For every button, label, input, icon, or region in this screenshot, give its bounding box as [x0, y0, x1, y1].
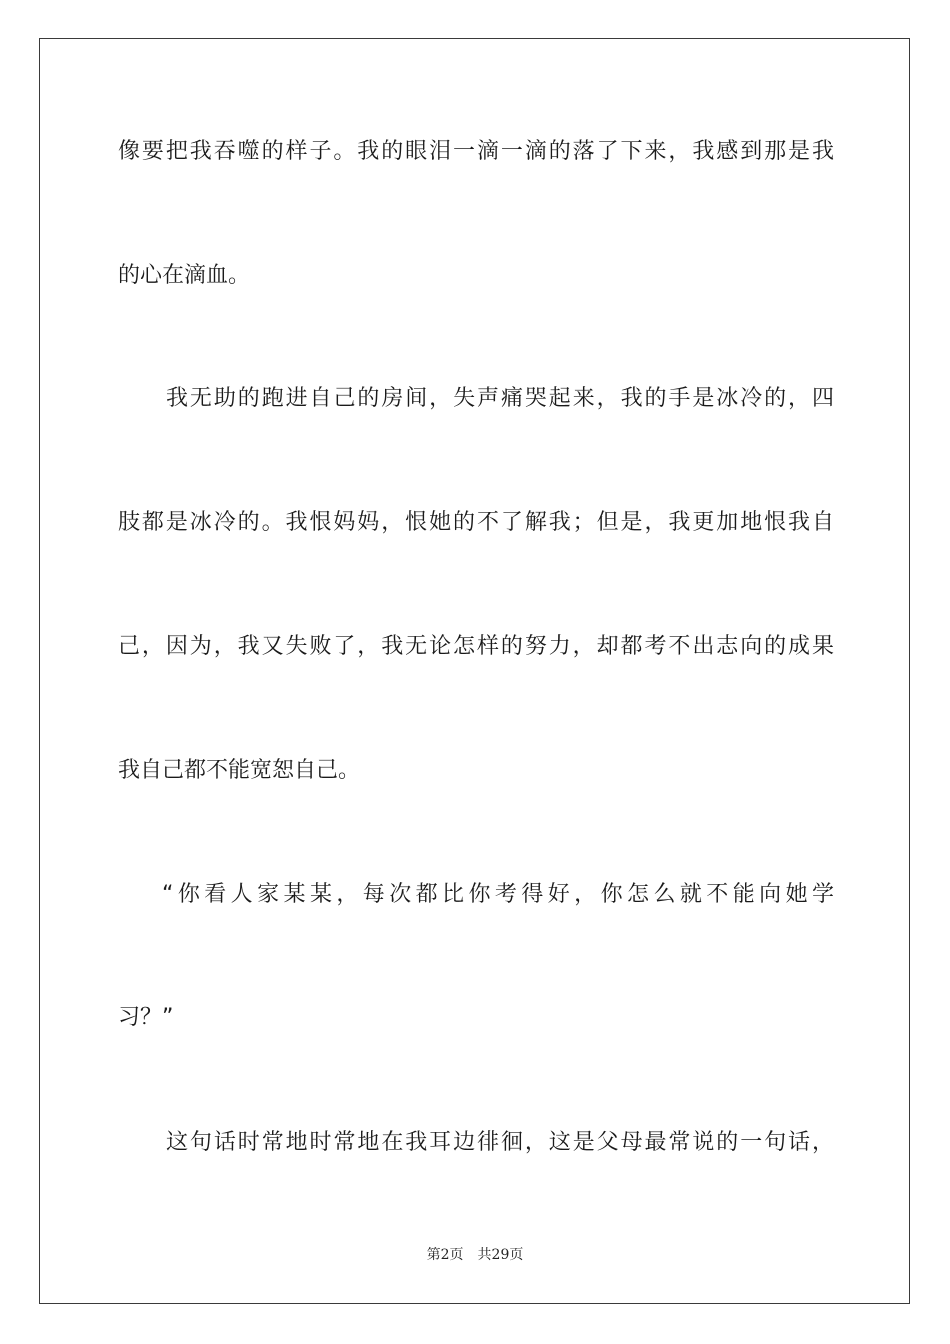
- paragraph-line: “你看人家某某，每次都比你考得好，你怎么就不能向她学: [162, 882, 834, 907]
- paragraph-line: 这句话时常地时常地在我耳边徘徊，这是父母最常说的一句话，: [166, 1130, 834, 1155]
- page-border: [39, 38, 910, 1304]
- paragraph-line: 习？”: [118, 1005, 174, 1030]
- paragraph-line: 己，因为，我又失败了，我无论怎样的努力，却都考不出志向的成果: [118, 634, 834, 659]
- page-number: 第2页: [426, 1247, 464, 1263]
- page-footer: [0, 1246, 950, 1264]
- paragraph-line: 像要把我吞噬的样子。我的眼泪一滴一滴的落了下来，我感到那是我: [118, 139, 834, 164]
- paragraph-line: 我无助的跑进自己的房间，失声痛哭起来，我的手是冰冷的，四: [166, 386, 834, 411]
- paragraph-line: 肢都是冰冷的。我恨妈妈，恨她的不了解我；但是，我更加地恨我自: [118, 510, 834, 535]
- paragraph-line: 的心在滴血。: [118, 263, 251, 288]
- page-total: 共29页: [477, 1247, 524, 1263]
- paragraph-line: 我自己都不能宽恕自己。: [118, 758, 361, 783]
